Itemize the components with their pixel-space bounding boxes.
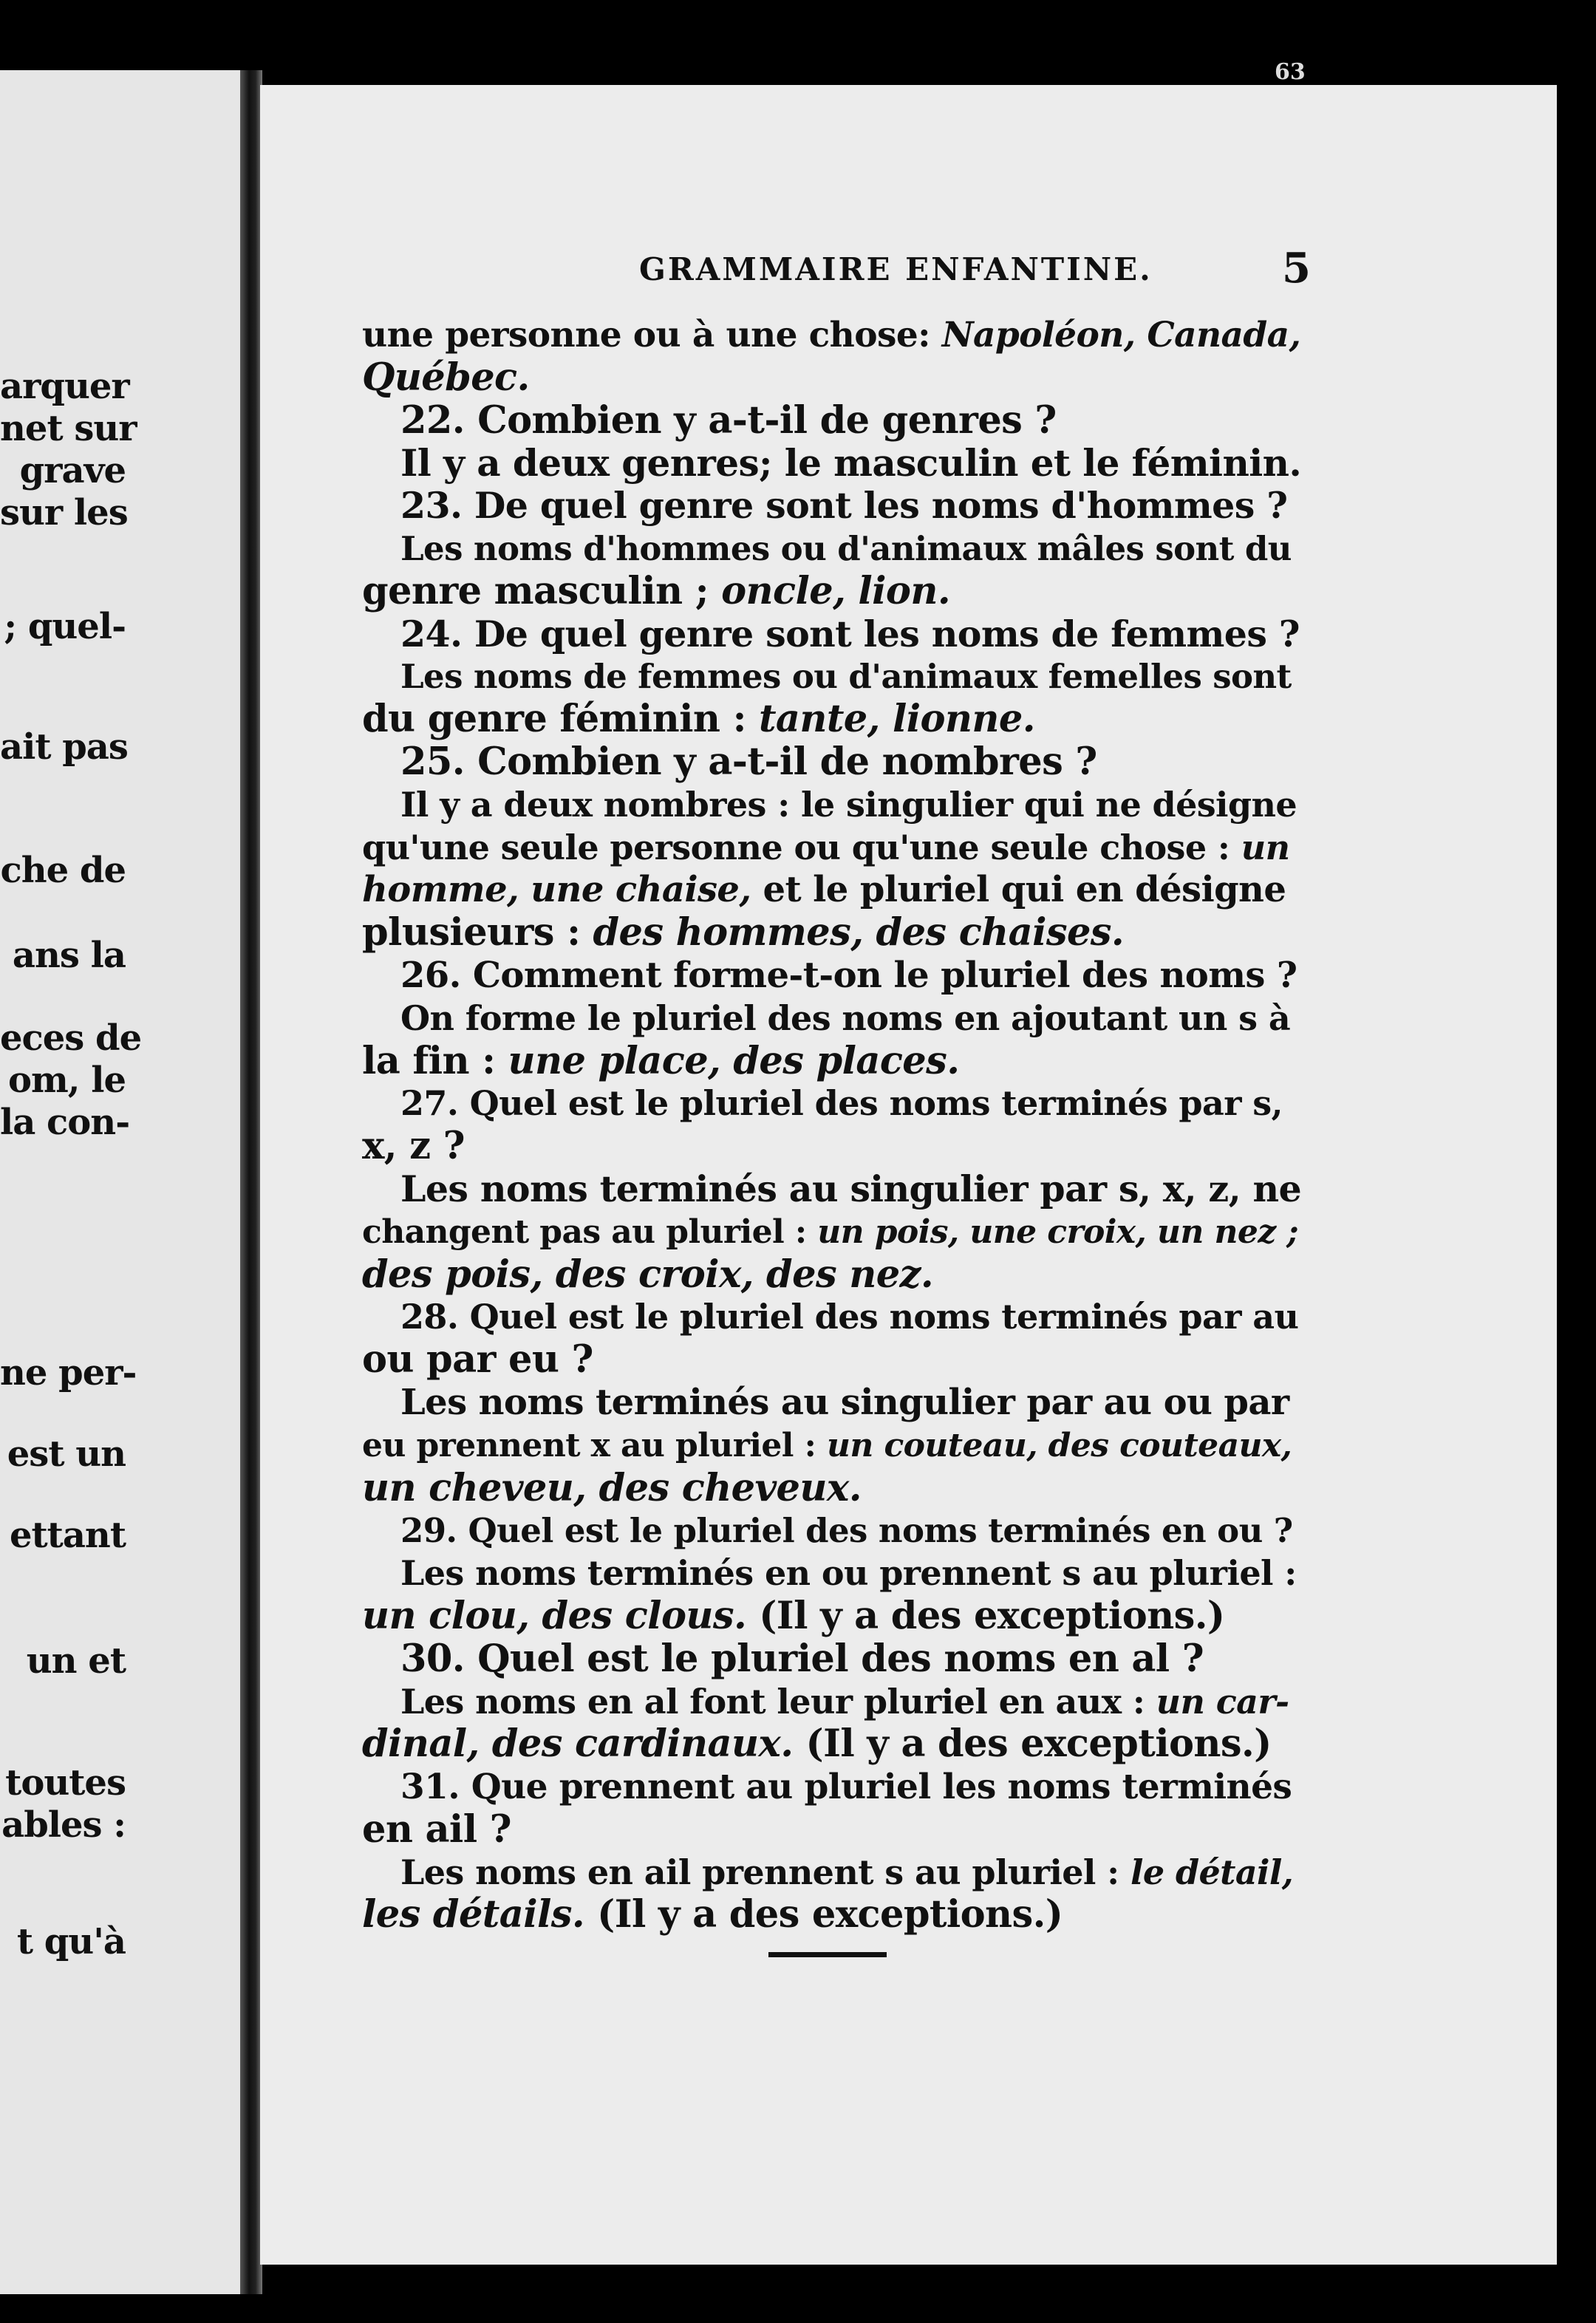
answer-25-line: qu'une seule personne ou qu'une seule chose : un	[362, 827, 1290, 867]
left-page-line: la con-	[0, 1102, 130, 1143]
end-rule	[768, 1952, 887, 1957]
answer-28-line: Les noms terminés au singulier par au ou par	[400, 1381, 1289, 1423]
question-24: 24. De quel genre sont les noms de femmes ?	[400, 612, 1300, 655]
left-page-line: grave	[19, 450, 126, 491]
left-page-line: sur les	[0, 492, 128, 533]
book-gutter	[240, 70, 262, 2294]
text-line: Québec.	[362, 355, 530, 400]
answer-29-line: un clou, des clous. (Il y a des exceptions.)	[362, 1593, 1225, 1638]
left-page-line: t qu'à	[16, 1921, 126, 1962]
previous-page-fragment	[0, 70, 240, 2294]
left-page-line: ne per-	[0, 1352, 137, 1394]
body-text	[362, 314, 1300, 1937]
running-header: GRAMMAIRE ENFANTINE.	[639, 251, 1153, 287]
answer-23-line: Les noms d'hommes ou d'animaux mâles sont du	[400, 528, 1292, 568]
answer-23-line: genre masculin ; oncle, lion.	[362, 568, 950, 613]
left-page-line: toutes	[5, 1762, 126, 1804]
question-28-line: 28. Quel est le pluriel des noms terminés par au	[400, 1297, 1299, 1337]
question-23: 23. De quel genre sont les noms d'hommes ?	[400, 484, 1288, 528]
left-page-line: om, le	[8, 1060, 126, 1101]
answer-25-line: plusieurs : des hommes, des chaises.	[362, 910, 1125, 955]
question-31-line: en ail ?	[362, 1807, 511, 1852]
left-page-line: arquer	[0, 366, 129, 407]
question-30: 30. Quel est le pluriel des noms en al ?	[400, 1636, 1204, 1681]
question-28-line: ou par eu ?	[362, 1337, 593, 1382]
answer-28-line: un cheveu, des cheveux.	[362, 1465, 862, 1510]
question-31-line: 31. Que prennent au pluriel les noms terminés	[400, 1767, 1292, 1808]
answer-30-line: Les noms en al font leur pluriel en aux : un car-	[400, 1681, 1289, 1722]
answer-30-line: dinal, des cardinaux. (Il y a des exceptions.)	[362, 1722, 1272, 1767]
left-page-line: ; quel-	[4, 606, 126, 647]
left-page-line: est un	[7, 1433, 126, 1475]
text-line: une personne ou à une chose: Napoléon, Canada,	[362, 315, 1301, 355]
answer-25-line: homme, une chaise, et le pluriel qui en désigne	[362, 869, 1286, 911]
answer-26-line: la fin : une place, des places.	[362, 1038, 960, 1083]
left-page-line: ables :	[1, 1804, 126, 1846]
question-25: 25. Combien y a-t-il de nombres ?	[400, 739, 1097, 784]
answer-27-line: des pois, des croix, des nez.	[362, 1252, 934, 1297]
left-page-line: ait pas	[0, 726, 128, 768]
answer-31-line: Les noms en ail prennent s au pluriel : le détail,	[400, 1852, 1294, 1892]
answer-28-line: eu prennent x au pluriel : un couteau, des couteaux,	[362, 1426, 1292, 1464]
left-page-line: ans la	[12, 935, 126, 976]
answer-27-line: changent pas au pluriel : un pois, une croix, un nez ;	[362, 1212, 1298, 1251]
left-page-line: net sur	[0, 408, 137, 449]
corner-mark: 63	[1275, 59, 1306, 85]
question-26: 26. Comment forme-t-on le pluriel des noms ?	[400, 954, 1297, 996]
question-22: 22. Combien y a-t-il de genres ?	[400, 398, 1057, 443]
left-page-line: ettant	[9, 1515, 126, 1556]
question-27-line: x, z ?	[362, 1124, 465, 1169]
left-page-line: un et	[26, 1640, 126, 1682]
answer-24-line: du genre féminin : tante, lionne.	[362, 697, 1035, 742]
answer-26-line: On forme le pluriel des noms en ajoutant un s à	[400, 997, 1291, 1038]
answer-29-line: Les noms terminés en ou prennent s au pluriel :	[400, 1553, 1297, 1594]
left-page-line: che de	[0, 850, 126, 891]
answer-25-line: Il y a deux nombres : le singulier qui ne désigne	[400, 784, 1297, 825]
question-29: 29. Quel est le pluriel des noms terminés en ou ?	[400, 1511, 1293, 1551]
page-number: 5	[1282, 244, 1311, 293]
answer-22: Il y a deux genres; le masculin et le féminin.	[400, 441, 1302, 485]
question-27-line: 27. Quel est le pluriel des noms terminés par s,	[400, 1083, 1283, 1124]
answer-27-line: Les noms terminés au singulier par s, x, z, ne	[400, 1167, 1302, 1210]
left-page-line: eces de	[0, 1017, 142, 1059]
answer-31-line: les détails. (Il y a des exceptions.)	[362, 1892, 1063, 1937]
answer-24-line: Les noms de femmes ou d'animaux femelles sont	[400, 657, 1292, 697]
